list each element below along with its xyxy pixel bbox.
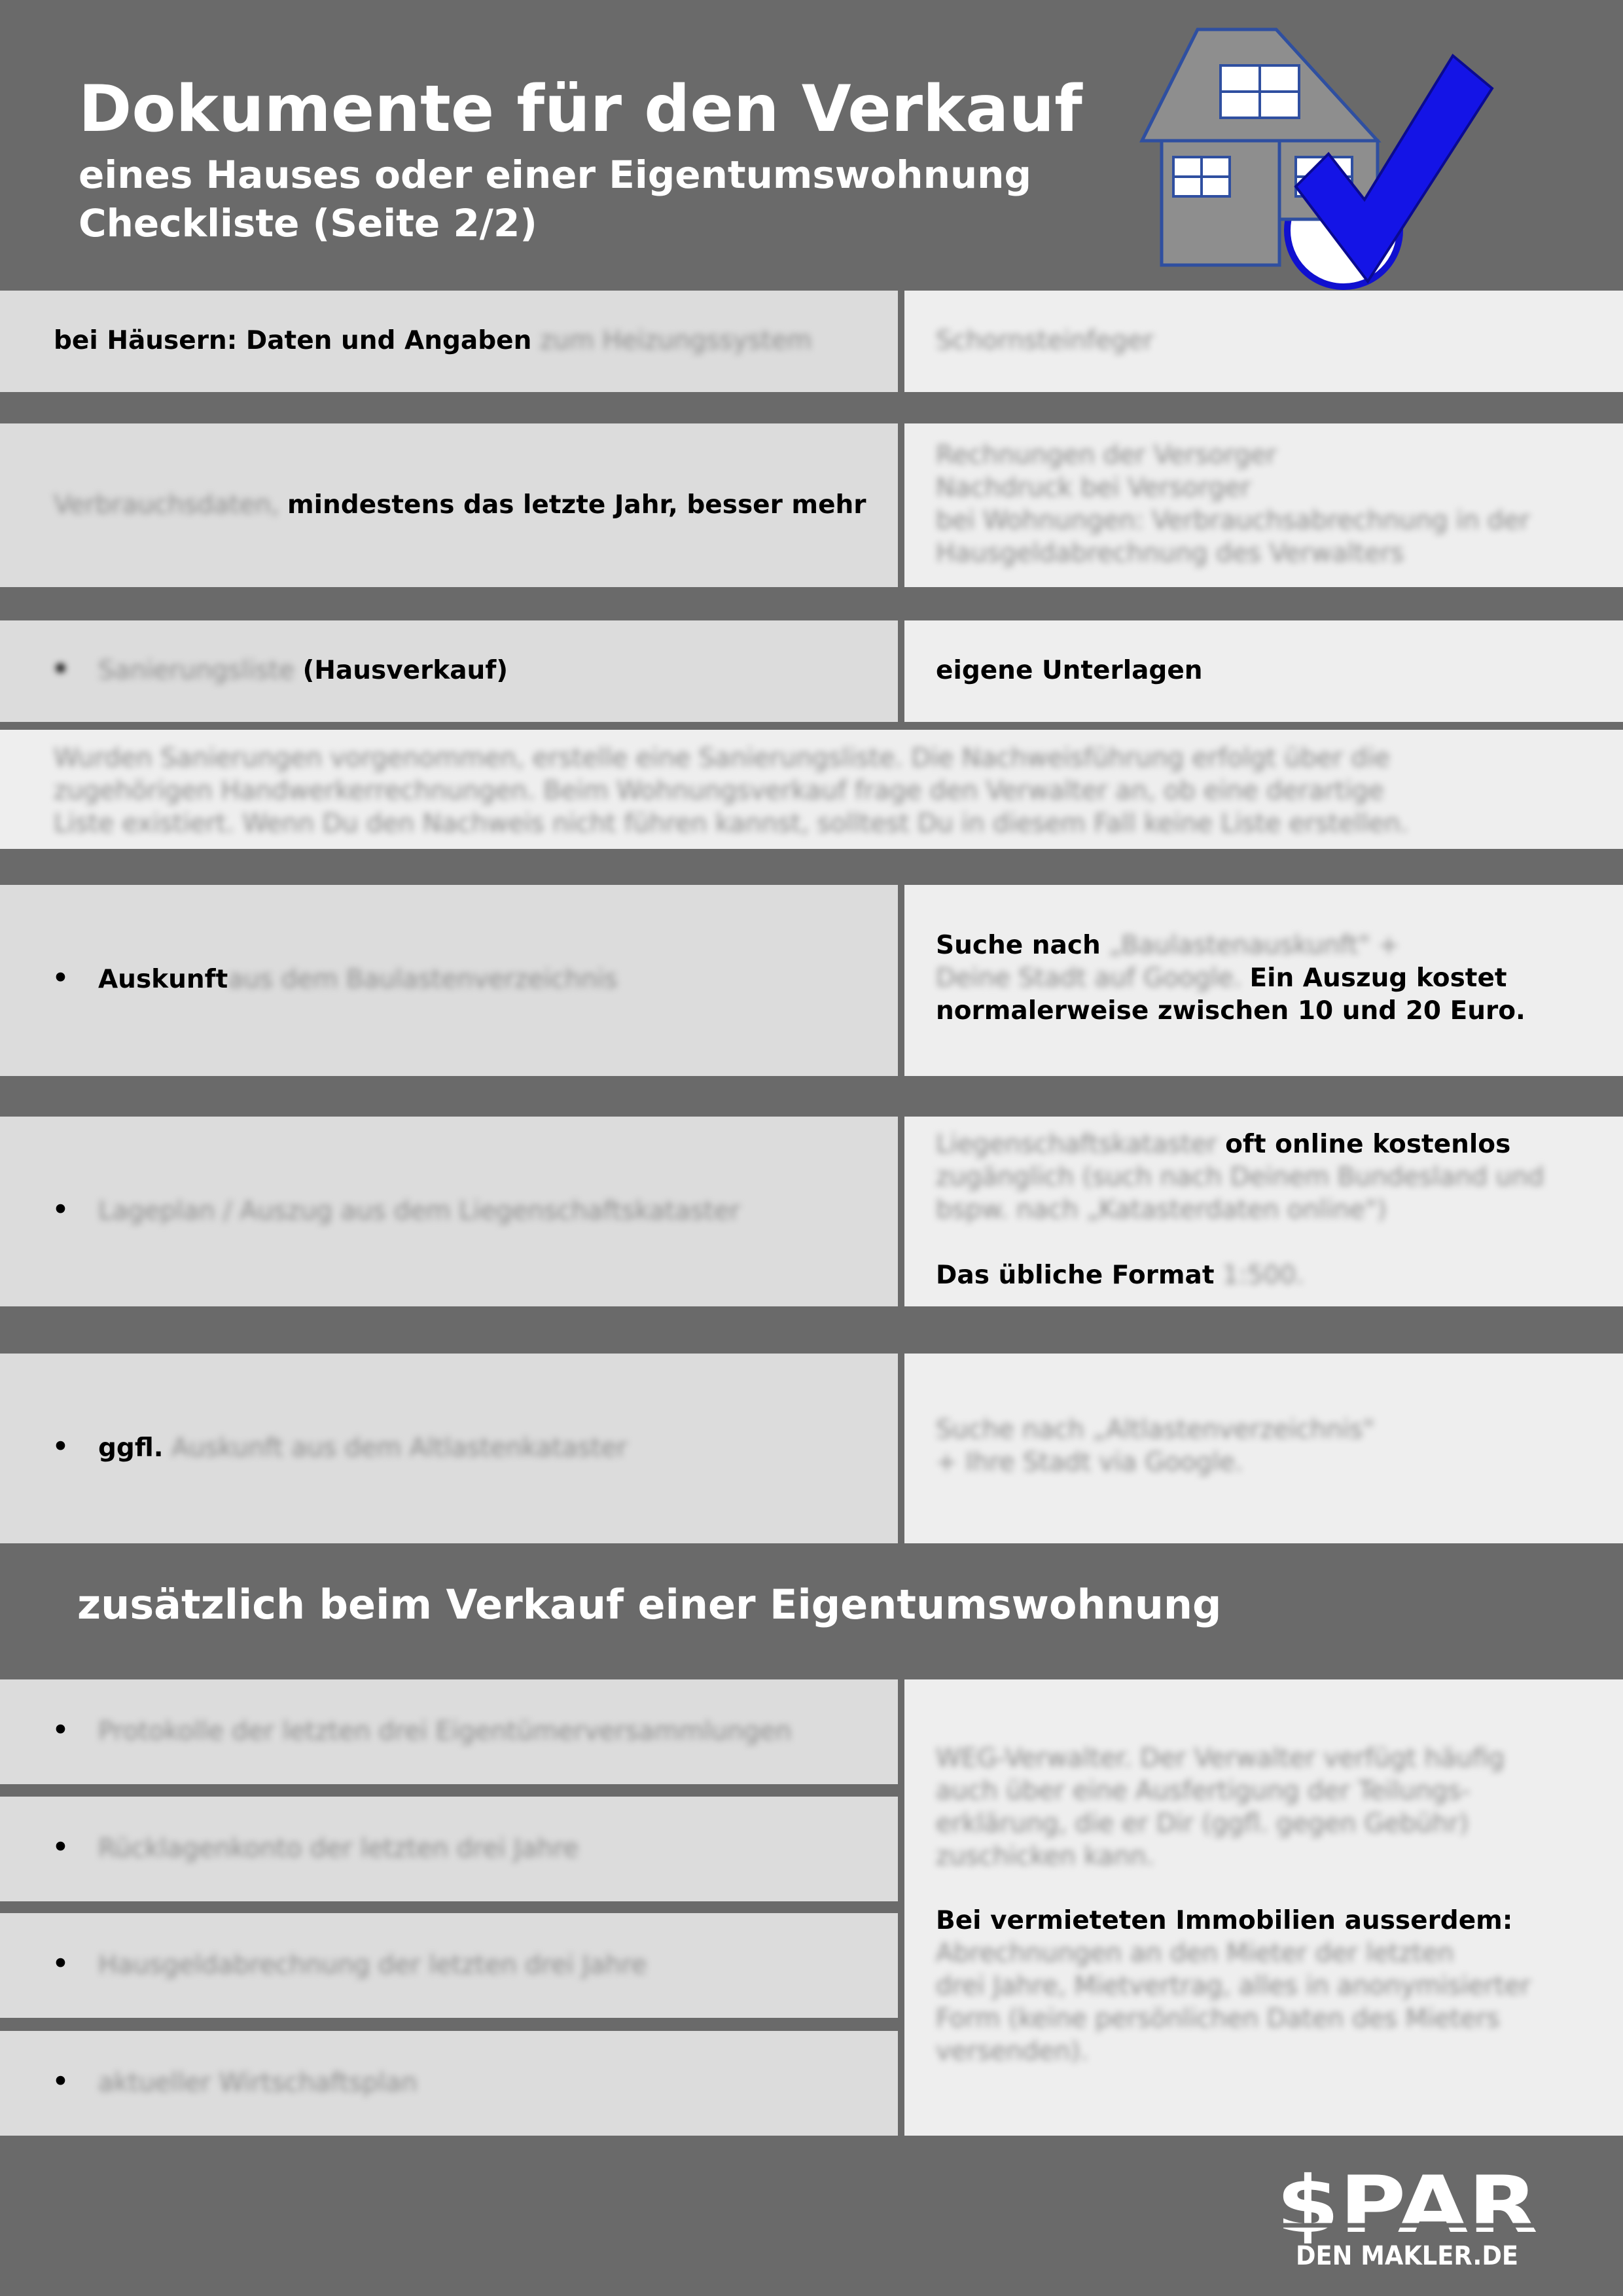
consumption-detail: mindestens das letzte Jahr, besser mehr bbox=[287, 490, 866, 520]
heating-source: Schornsteinfeger bbox=[936, 326, 1154, 355]
rented-info-1: Abrechnungen an den Mieter der letzten bbox=[936, 1939, 1454, 1968]
baulast-cost: Ein Auszug kostet bbox=[1249, 963, 1507, 993]
section2-right-panel bbox=[904, 1679, 1623, 2136]
baulast-cost-range: normalerweise zwischen 10 und 20 Euro. bbox=[936, 996, 1525, 1026]
list-item bbox=[0, 1913, 898, 2018]
baulast-search-city: Deine Stadt auf Google. bbox=[936, 963, 1242, 993]
lageplan-format-value: 1:500. bbox=[1222, 1261, 1304, 1290]
row-lageplan-left bbox=[0, 1117, 898, 1306]
note-line-2: zugehörigen Handwerkerrechnungen. Beim Wohnungsverkauf frage den Verwalter an, ob eine derartige bbox=[54, 776, 1384, 806]
row-consumption-right bbox=[904, 423, 1623, 587]
bullet: • bbox=[52, 1833, 69, 1862]
page-subtitle: eines Hauses oder einer Eigentumswohnung bbox=[79, 152, 1031, 197]
list-item bbox=[0, 1797, 898, 1901]
altlasten-source-2: + Ihre Stadt via Google. bbox=[936, 1448, 1243, 1477]
consumption-label: Verbrauchsdaten, bbox=[54, 490, 279, 520]
baulast-search-term: „Baulastenauskunft" + bbox=[1109, 931, 1400, 960]
renovation-source: eigene Unterlagen bbox=[936, 656, 1203, 685]
spar-logo bbox=[1270, 2166, 1544, 2271]
note-line-3: Liste existiert. Wenn Du den Nachweis nicht führen kannst, solltest Du in diesem Fall keine Liste erstellen. bbox=[54, 809, 1409, 838]
item-economic-plan: aktueller Wirtschaftsplan bbox=[98, 2068, 418, 2098]
row-altlasten-right bbox=[904, 1354, 1623, 1543]
lageplan-label: Lageplan / Auszug aus dem Liegenschaftskataster bbox=[98, 1196, 740, 1226]
lageplan-hint-2: bspw. nach „Katasterdaten online") bbox=[936, 1195, 1387, 1225]
baulast-search-label: Suche nach bbox=[936, 931, 1101, 960]
rented-heading: Bei vermieteten Immobilien ausserdem: bbox=[936, 1906, 1513, 1935]
section-title: zusätzlich beim Verkauf einer Eigentumswohnung bbox=[77, 1581, 1222, 1628]
lageplan-online: oft online kostenlos bbox=[1225, 1130, 1511, 1159]
weg-info-1: WEG-Verwalter. Der Verwalter verfügt häufig bbox=[936, 1744, 1505, 1773]
bullet: • bbox=[52, 963, 69, 993]
renovation-note bbox=[0, 730, 1623, 849]
item-protocols: Protokolle der letzten drei Eigentümerversammlungen bbox=[98, 1717, 792, 1746]
bullet: • bbox=[52, 1949, 69, 1979]
weg-info-3: erklärung, die er Dir (ggfl. gegen Gebühr) bbox=[936, 1809, 1469, 1839]
row-heating-left bbox=[0, 291, 898, 392]
heating-label: bei Häusern: Daten und Angaben bbox=[54, 326, 532, 355]
consumption-source-3: bei Wohnungen: Verbrauchsabrechnung in der bbox=[936, 506, 1530, 535]
weg-info-2: auch über eine Ausfertigung der Teilungs- bbox=[936, 1776, 1471, 1806]
renovation-detail: (Hausverkauf) bbox=[302, 656, 508, 685]
bullet: • bbox=[52, 2067, 69, 2096]
page-title: Dokumente für den Verkauf bbox=[79, 72, 1082, 147]
item-reserves: Rücklagenkonto der letzten drei Jahre bbox=[98, 1834, 579, 1863]
rented-info-4: versenden). bbox=[936, 2037, 1089, 2066]
bullet: • bbox=[52, 655, 69, 684]
consumption-source-2: Nachdruck bei Versorger bbox=[936, 473, 1251, 503]
item-housing-charges: Hausgeldabrechnung der letzten drei Jahre bbox=[98, 1950, 647, 1980]
altlasten-prefix: ggfl. bbox=[98, 1433, 164, 1463]
list-item bbox=[0, 1679, 898, 1784]
row-baulast-left bbox=[0, 885, 898, 1076]
rented-info-2: drei Jahre, Mietvertrag, alles in anonymisierter bbox=[936, 1971, 1531, 2001]
consumption-source-1: Rechnungen der Versorger bbox=[936, 440, 1277, 470]
row-baulast-right bbox=[904, 885, 1623, 1076]
rented-info-3: Form (keine persönlichen Daten des Mieters bbox=[936, 2004, 1500, 2034]
row-lageplan-right bbox=[904, 1117, 1623, 1306]
row-altlasten-left bbox=[0, 1354, 898, 1543]
list-item bbox=[0, 2031, 898, 2136]
house-checkmark-icon bbox=[1135, 26, 1502, 295]
logo-subtitle: DEN MAKLER.DE bbox=[1296, 2241, 1518, 2271]
lageplan-format-label: Das übliche Format bbox=[936, 1261, 1215, 1290]
page-subtitle-checklist: Checkliste (Seite 2/2) bbox=[79, 201, 537, 245]
altlasten-label: Auskunft aus dem Altlastenkataster bbox=[171, 1433, 628, 1463]
bullet: • bbox=[52, 1195, 69, 1225]
baulast-detail: aus dem Baulastenverzeichnis bbox=[228, 965, 618, 994]
logo-word: $PAR bbox=[1276, 2166, 1538, 2251]
bullet: • bbox=[52, 1715, 69, 1745]
row-heating-right bbox=[904, 291, 1623, 392]
weg-info-4: zuschicken kann. bbox=[936, 1842, 1154, 1871]
row-consumption-left bbox=[0, 423, 898, 587]
note-line-1: Wurden Sanierungen vorgenommen, erstelle eine Sanierungsliste. Die Nachweisführung erfolgt über die bbox=[54, 744, 1390, 773]
heating-detail: zum Heizungssystem bbox=[539, 326, 812, 355]
row-renovation-right bbox=[904, 620, 1623, 722]
altlasten-source-1: Suche nach „Altlastenverzeichnis" bbox=[936, 1415, 1375, 1444]
bullet: • bbox=[52, 1432, 69, 1462]
lageplan-source: Liegenschaftskataster bbox=[936, 1130, 1217, 1159]
baulast-label: Auskunft bbox=[98, 965, 228, 994]
renovation-label: Sanierungsliste bbox=[98, 656, 295, 685]
lageplan-hint-1: zugänglich (such nach Deinem Bundesland und bbox=[936, 1162, 1544, 1192]
row-renovation-left bbox=[0, 620, 898, 722]
consumption-source-4: Hausgeldabrechnung des Verwalters bbox=[936, 539, 1404, 568]
